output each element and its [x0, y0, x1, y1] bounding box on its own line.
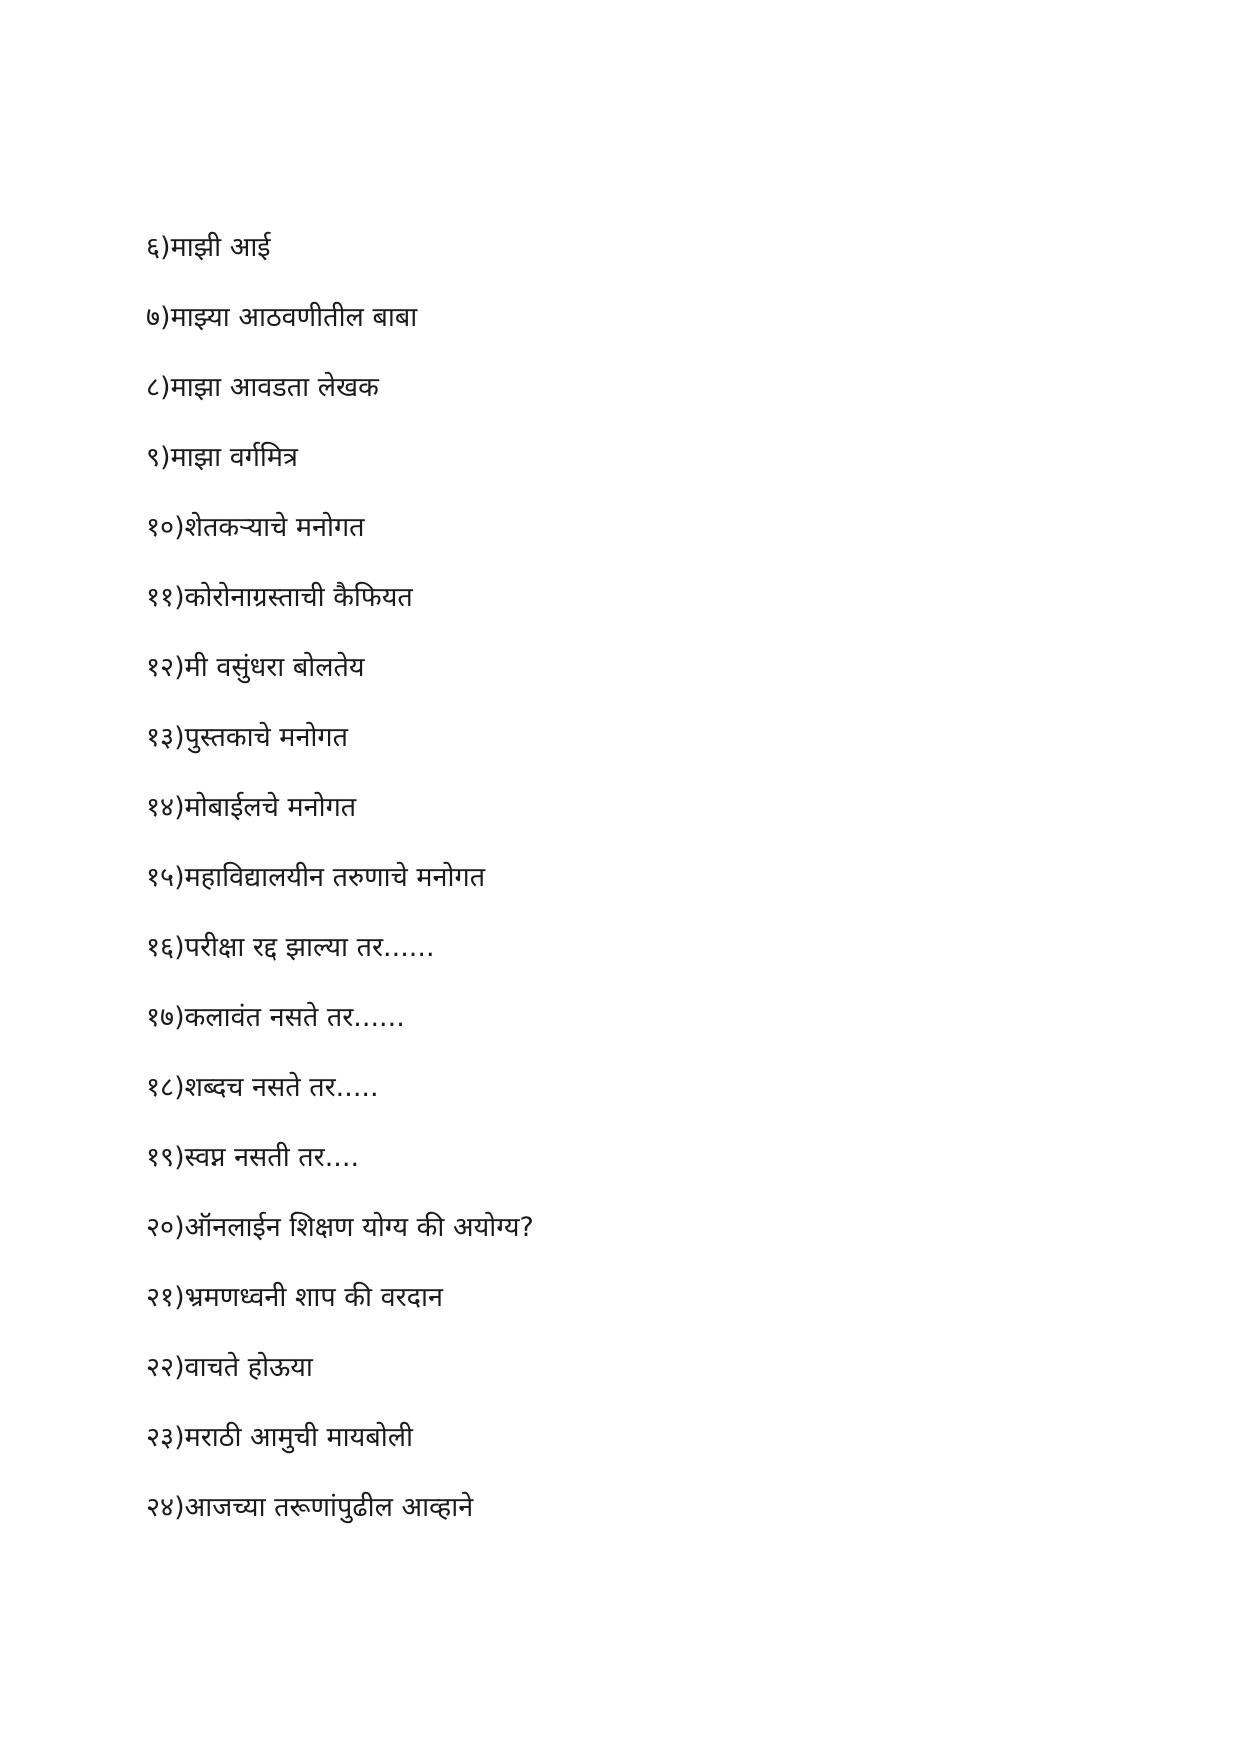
list-item: १८)शब्दच नसते तर..... [146, 1072, 379, 1103]
list-item: १३)पुस्तकाचे मनोगत [146, 722, 349, 753]
list-item: १९)स्वप्न नसती तर.... [146, 1142, 360, 1173]
list-item: २१)भ्रमणध्वनी शाप की वरदान [146, 1282, 443, 1313]
list-item: १७)कलावंत नसते तर...... [146, 1002, 405, 1033]
topic-list [146, 226, 534, 1556]
list-item: २०)ऑनलाईन शिक्षण योग्य की अयोग्य? [146, 1212, 534, 1243]
list-item: ६)माझी आई [146, 232, 271, 263]
list-item: २२)वाचते होऊया [146, 1352, 313, 1383]
list-item: १५)महाविद्यालयीन तरुणाचे मनोगत [146, 862, 486, 893]
list-item: ९)माझा वर्गमित्र [146, 442, 298, 473]
list-item: २४)आजच्या तरूणांपुढील आव्हाने [146, 1492, 474, 1523]
list-item: २३)मराठी आमुची मायबोली [146, 1422, 414, 1453]
list-item: ८)माझा आवडता लेखक [146, 372, 379, 403]
list-item: १४)मोबाईलचे मनोगत [146, 792, 357, 823]
list-item: ११)कोरोनाग्रस्ताची कैफियत [146, 582, 413, 613]
list-item: १२)मी वसुंधरा बोलतेय [146, 652, 365, 683]
list-item: १६)परीक्षा रद्द झाल्या तर...... [146, 932, 435, 963]
list-item: १०)शेतकऱ्याचे मनोगत [146, 512, 365, 543]
list-item: ७)माझ्या आठवणीतील बाबा [146, 302, 418, 333]
